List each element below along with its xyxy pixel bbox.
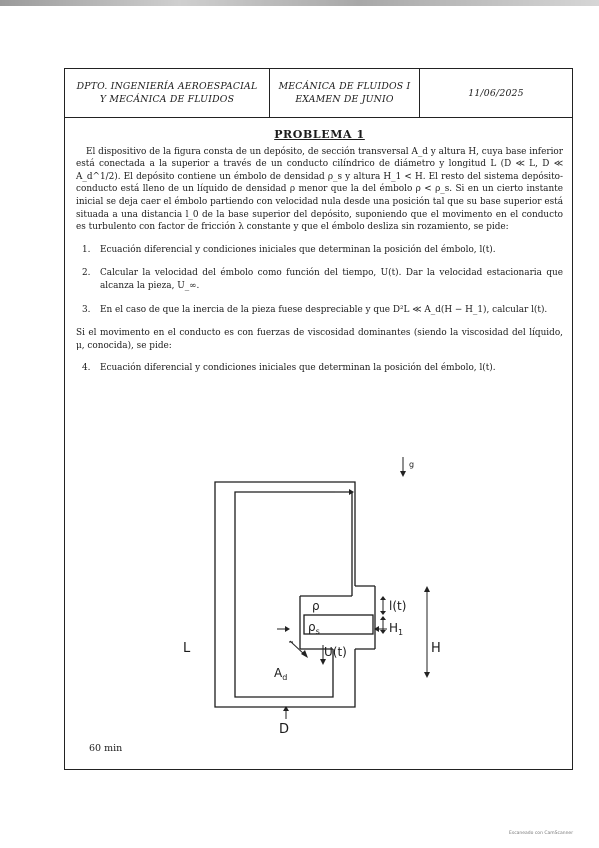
question-list bbox=[76, 244, 563, 316]
question-item bbox=[76, 304, 563, 317]
outflow-arrow-bottom bbox=[283, 706, 289, 719]
exam-duration: 60 min bbox=[89, 743, 123, 754]
exam-header bbox=[65, 69, 572, 118]
h-dimension-arrow bbox=[424, 586, 430, 678]
velocity-label: U(t) bbox=[324, 645, 347, 659]
gravity-label: g bbox=[409, 460, 415, 469]
department-line-2: Y MECÁNICA DE FLUIDOS bbox=[99, 94, 235, 105]
length-label: L bbox=[183, 641, 191, 656]
l-dimension-arrow bbox=[380, 596, 386, 615]
side-arrow-left bbox=[277, 626, 290, 632]
inflow-arrow-top bbox=[335, 489, 354, 495]
gravity-arrow bbox=[400, 457, 406, 477]
question-list-2 bbox=[76, 362, 563, 375]
rho-s-label: $\rho_s$ bbox=[308, 620, 320, 636]
exam-sheet bbox=[64, 68, 573, 770]
scan-stamp: Escaneado con CamScanner bbox=[509, 831, 574, 836]
problem-title: PROBLEMA 1 bbox=[274, 128, 365, 141]
course-cell bbox=[270, 69, 420, 117]
course-line-2: EXAMEN DE JUNIO bbox=[295, 94, 394, 105]
height-label: H bbox=[431, 641, 441, 656]
department-line-1: DPTO. INGENIERÍA AEROESPACIAL bbox=[76, 81, 258, 92]
question-text: Ecuación diferencial y condiciones iniciales que determinan la posición del émbolo, l(t). bbox=[100, 363, 496, 374]
question-text: Ecuación diferencial y condiciones iniciales que determinan la posición del émbolo, l(t). bbox=[100, 244, 496, 255]
question-number: 3. bbox=[82, 304, 91, 315]
conduit-inner-wall bbox=[235, 492, 352, 697]
l-of-t-label: l(t) bbox=[389, 599, 407, 613]
question-text: En el caso de que la inercia de la pieza fuese despreciable y que D²L ≪ A_d(H − H_1), calcular l(t). bbox=[100, 304, 548, 315]
date-cell bbox=[420, 69, 572, 117]
area-label: $A_d$ bbox=[274, 666, 288, 682]
question-item bbox=[76, 362, 563, 375]
question-number: 2. bbox=[82, 268, 91, 279]
department-cell bbox=[65, 69, 270, 117]
h1-dimension-arrow bbox=[380, 616, 386, 634]
question-item bbox=[76, 267, 563, 292]
problem-content bbox=[76, 129, 563, 386]
diameter-label: D bbox=[279, 722, 290, 737]
question-item bbox=[76, 244, 563, 257]
exam-date: 11/06/2025 bbox=[468, 87, 524, 99]
device-figure bbox=[65, 460, 572, 744]
viscous-statement: Si el movimento en el conducto es con fuerzas de viscosidad dominantes (siendo la viscosidad del líquido, μ, conocida), se pide: bbox=[76, 328, 563, 351]
h1-label: $H_1$ bbox=[389, 621, 404, 637]
question-number: 4. bbox=[82, 363, 91, 374]
course-line-1: MECÁNICA DE FLUIDOS I bbox=[278, 81, 411, 92]
rho-label: ρ bbox=[312, 599, 320, 613]
question-number: 1. bbox=[82, 244, 91, 255]
problem-statement: El dispositivo de la figura consta de un depósito, de sección transversal A_d y altura H, cuya base inferior está conectada a la superior a través de un conducto cilíndrico de diámetro y longitud L (D ≪ L, D ≪ A_d^1/2). El depósito contiene un émbolo de densidad ρ_s y altura H_1 < H. El resto del sistema depósito-conducto está lleno de un líquido de densidad ρ menor que la del émbolo ρ < ρ_s. Si en un cierto instante inicial se deja caer el émbolo partiendo con velocidad nula desde una posición tal que su base superior está situada a una distancia l_0 de la base superior del depósito, suponiendo que el movimento en el conducto es turbulento con factor de fricción λ constante y que el émbolo desliza sin rozamiento, se pide: bbox=[76, 146, 563, 233]
scan-edge-strip bbox=[0, 0, 599, 6]
question-text: Calcular la velocidad del émbolo como función del tiempo, U(t). Dar la velocidad estacionaria que alcanza la pieza, U_∞. bbox=[100, 268, 563, 291]
